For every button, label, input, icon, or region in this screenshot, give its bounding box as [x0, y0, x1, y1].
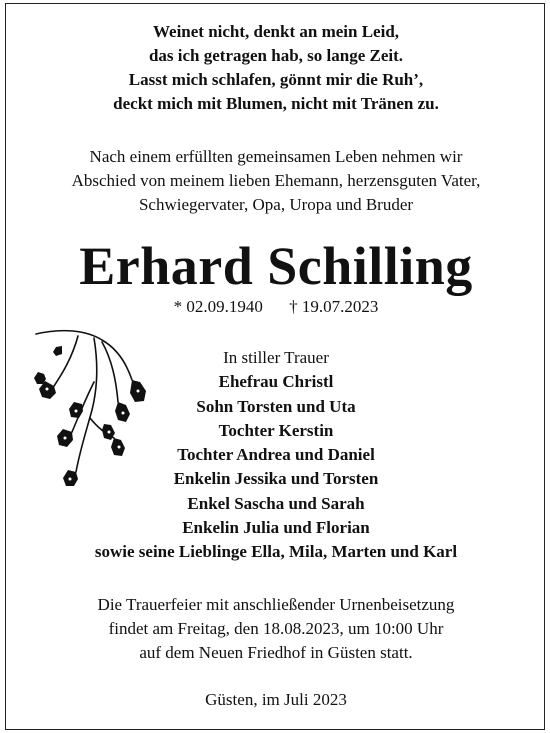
poem-line: das ich getragen hab, so lange Zeit. [148, 46, 404, 65]
mourners-list [6, 346, 546, 565]
service-line: findet am Freitag, den 18.08.2023, um 10:00 Uhr [108, 619, 444, 638]
service-info [6, 593, 546, 665]
intro-line: Nach einem erfüllten gemeinsamen Leben nehmen wir [89, 147, 463, 166]
mourner-entry: Ehefrau Christl [218, 372, 334, 392]
mourners-heading: In stiller Trauer [223, 348, 329, 367]
poem-line: Weinet nicht, denkt an mein Leid, [152, 22, 400, 41]
death-date: † 19.07.2023 [289, 297, 379, 316]
deceased-name: Erhard Schilling [79, 236, 473, 296]
poem-line: deckt mich mit Blumen, nicht mit Tränen zu. [113, 94, 439, 113]
life-dates [6, 295, 546, 319]
obituary-frame [5, 3, 545, 730]
mourner-entry: sowie seine Lieblinge Ella, Mila, Marten und Karl [94, 542, 458, 562]
mourner-entry: Enkel Sascha und Sarah [187, 493, 365, 513]
closing-place-date: Güsten, im Juli 2023 [205, 690, 347, 709]
mourner-entry: Enkelin Julia und Florian [182, 518, 370, 538]
mourner-entry: Enkelin Jessika und Torsten [173, 469, 379, 489]
poem [6, 20, 546, 116]
intro-line: Abschied von meinem lieben Ehemann, herzensguten Vater, [71, 171, 481, 190]
birth-date: * 02.09.1940 [173, 297, 263, 316]
mourner-entry: Sohn Torsten und Uta [196, 396, 356, 416]
mourner-entry: Tochter Andrea und Daniel [177, 445, 375, 465]
service-line: Die Trauerfeier mit anschließender Urnenbeisetzung [97, 595, 455, 614]
service-line: auf dem Neuen Friedhof in Güsten statt. [139, 643, 413, 662]
intro-text [6, 145, 546, 217]
intro-line: Schwiegervater, Opa, Uropa und Bruder [138, 195, 414, 214]
poem-line: Lasst mich schlafen, gönnt mir die Ruh’, [128, 70, 424, 89]
mourner-entry: Tochter Kerstin [218, 420, 334, 440]
